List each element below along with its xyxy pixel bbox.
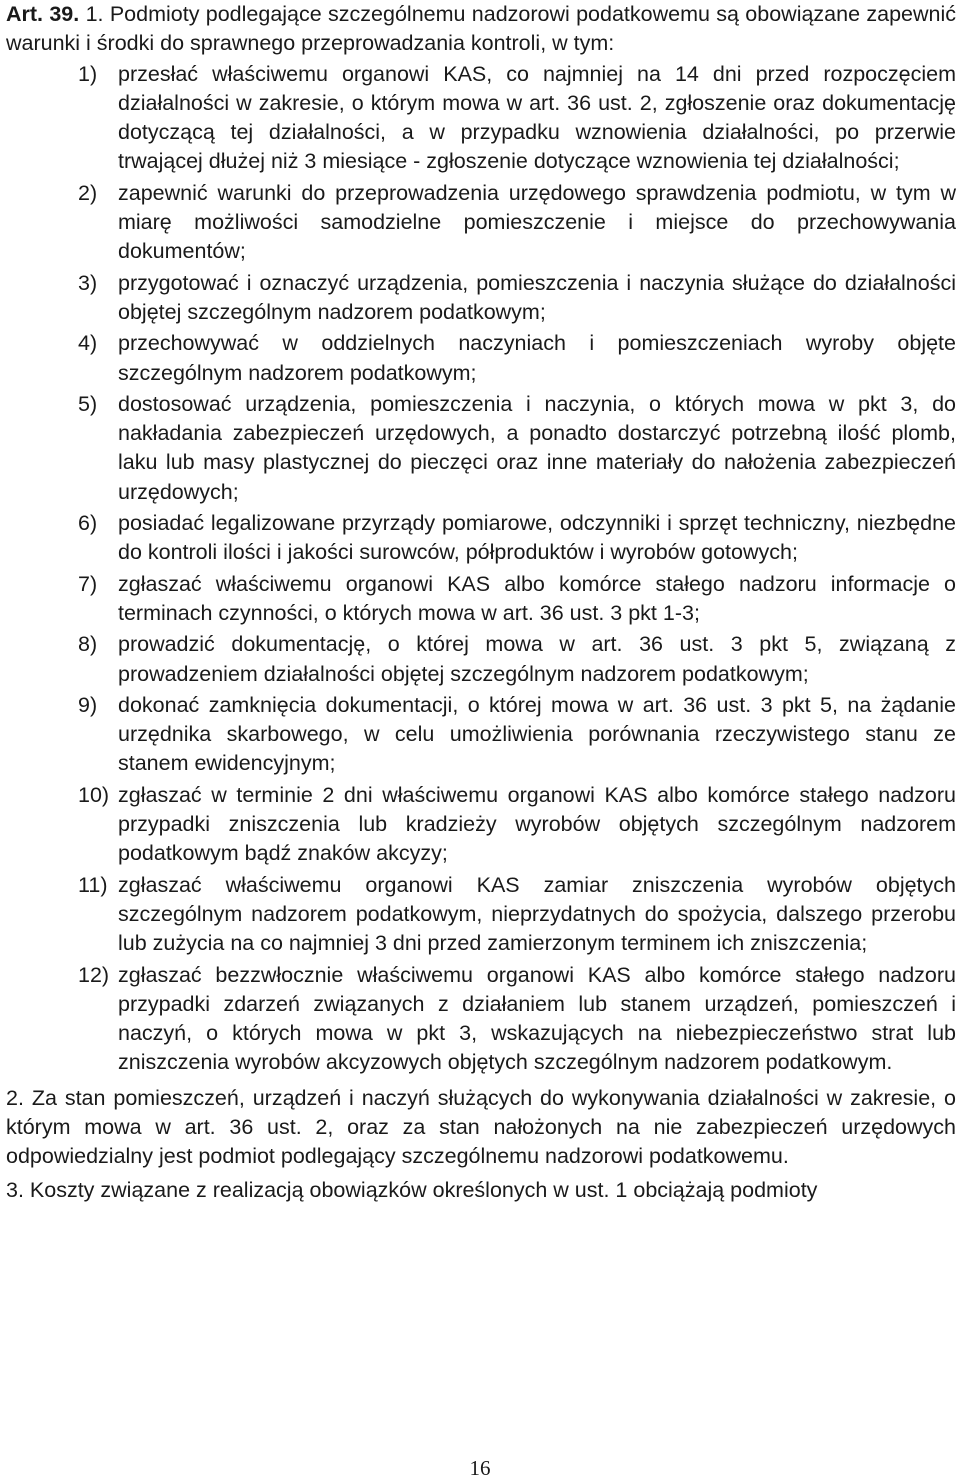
paragraph-number: 1. bbox=[85, 2, 104, 26]
list-item-text: zgłaszać właściwemu organowi KAS albo komórce stałego nadzoru informacje o terminach czynności, o których mowa w art. 36 ust. 3 pkt 1-3; bbox=[118, 571, 956, 625]
page-number: 16 bbox=[469, 1456, 491, 1480]
list-item bbox=[6, 329, 956, 388]
obligations-list bbox=[6, 60, 956, 1078]
article-paragraph-2: 2. Za stan pomieszczeń, urządzeń i naczyń służących do wykonywania działalności w zakresie, o którym mowa w art. 36 ust. 2, oraz za stan nałożonych na nie zabezpieczeń urzędowych odpowiedzialny jest podmiot podlegający szczególnemu nadzorowi podatkowemu. bbox=[6, 1085, 956, 1169]
list-item-number: 11) bbox=[78, 872, 108, 897]
list-item-text: posiadać legalizowane przyrządy pomiarowe, odczynniki i sprzęt techniczny, niezbędne do kontroli ilości i jakości surowców, półproduktów i wyrobów gotowych; bbox=[118, 511, 956, 565]
article-paragraph-3: 3. Koszty związane z realizacją obowiązków określonych w ust. 1 obciążają podmioty bbox=[6, 1177, 818, 1202]
list-item-text: zapewnić warunki do przeprowadzenia urzędowego sprawdzenia podmiotu, w tym w miarę możliwości samodzielne pomieszczenie i miejsce do przechowywania dokumentów; bbox=[118, 180, 956, 264]
list-item bbox=[6, 570, 956, 629]
list-item-number: 8) bbox=[78, 632, 98, 657]
list-item bbox=[6, 390, 956, 507]
list-item bbox=[6, 509, 956, 568]
list-item bbox=[6, 269, 956, 328]
list-item-number: 3) bbox=[78, 270, 98, 295]
list-item-text: dokonać zamknięcia dokumentacji, o której mowa w art. 36 ust. 3 pkt 5, na żądanie urzędnika skarbowego, w celu umożliwienia porównania rzeczywistego stanu ze stanem ewidencyjnym; bbox=[118, 692, 956, 776]
list-item-number: 5) bbox=[78, 391, 98, 416]
article-heading: Art. 39. bbox=[6, 2, 80, 26]
paragraph-intro: Podmioty podlegające szczególnemu nadzorowi podatkowemu są obowiązane zapewnić warunki i środki do sprawnego przeprowadzania kontroli, w tym: bbox=[6, 2, 957, 56]
list-item-text: przygotować i oznaczyć urządzenia, pomieszczenia i naczynia służące do działalności objętej szczególnym nadzorem podatkowym; bbox=[118, 270, 956, 324]
list-item-number: 12) bbox=[78, 962, 110, 987]
list-item bbox=[6, 60, 956, 177]
list-item-text: przesłać właściwemu organowi KAS, co najmniej na 14 dni przed rozpoczęciem działalności w zakresie, o którym mowa w art. 36 ust. 2, zgłoszenie oraz dokumentację dotyczącą tej działalności, a w przypadku wznowienia działalności, po przerwie trwającej dłużej niż 3 miesiące - zgłoszenie dotyczące wznowienia tej działalności; bbox=[118, 61, 956, 174]
list-item-number: 9) bbox=[78, 692, 98, 717]
list-item bbox=[6, 179, 956, 267]
article-paragraph-1 bbox=[6, 0, 956, 59]
list-item-text: przechowywać w oddzielnych naczyniach i pomieszczeniach wyroby objęte szczególnym nadzorem podatkowym; bbox=[118, 331, 956, 385]
list-item-number: 1) bbox=[78, 61, 98, 86]
list-item-number: 6) bbox=[78, 511, 98, 536]
list-item-number: 4) bbox=[78, 331, 98, 356]
list-item-number: 7) bbox=[78, 571, 98, 596]
list-item-text: zgłaszać właściwemu organowi KAS zamiar zniszczenia wyrobów objętych szczególnym nadzorem podatkowym, nieprzydatnych do spożycia, dalszego przerobu lub zużycia na co najmniej 3 dni przed zamierzonym terminem ich zniszczenia; bbox=[118, 872, 956, 956]
list-item bbox=[6, 871, 956, 959]
list-item-text: prowadzić dokumentację, o której mowa w art. 36 ust. 3 pkt 5, związaną z prowadzeniem działalności objętej szczególnym nadzorem podatkowym; bbox=[118, 632, 956, 686]
list-item-text: dostosować urządzenia, pomieszczenia i naczynia, o których mowa w pkt 3, do nakładania zabezpieczeń urzędowych, a ponadto dostarczyć potrzebną ilość plomb, laku lub masy plastycznej do pieczęci oraz inne materiały do nałożenia zabezpieczeń urzędowych; bbox=[118, 391, 956, 504]
list-item bbox=[6, 961, 956, 1078]
list-item bbox=[6, 691, 956, 779]
list-item-number: 2) bbox=[78, 180, 98, 205]
list-item bbox=[6, 630, 956, 689]
list-item-text: zgłaszać bezzwłocznie właściwemu organowi KAS albo komórce stałego nadzoru przypadki zdarzeń związanych z działaniem lub stanem urządzeń, pomieszczeń i naczyń, o których mowa w pkt 3, wskazujących na niebezpieczeństwo strat lub zniszczenia wyrobów akcyzowych objętych szczególnym nadzorem podatkowym. bbox=[118, 962, 956, 1075]
list-item-number: 10) bbox=[78, 782, 110, 807]
list-item bbox=[6, 781, 956, 869]
list-item-text: zgłaszać w terminie 2 dni właściwemu organowi KAS albo komórce stałego nadzoru przypadki zniszczenia lub kradzieży wyrobów objętych szczególnym nadzorem podatkowym bądź znaków akcyzy; bbox=[118, 782, 956, 866]
